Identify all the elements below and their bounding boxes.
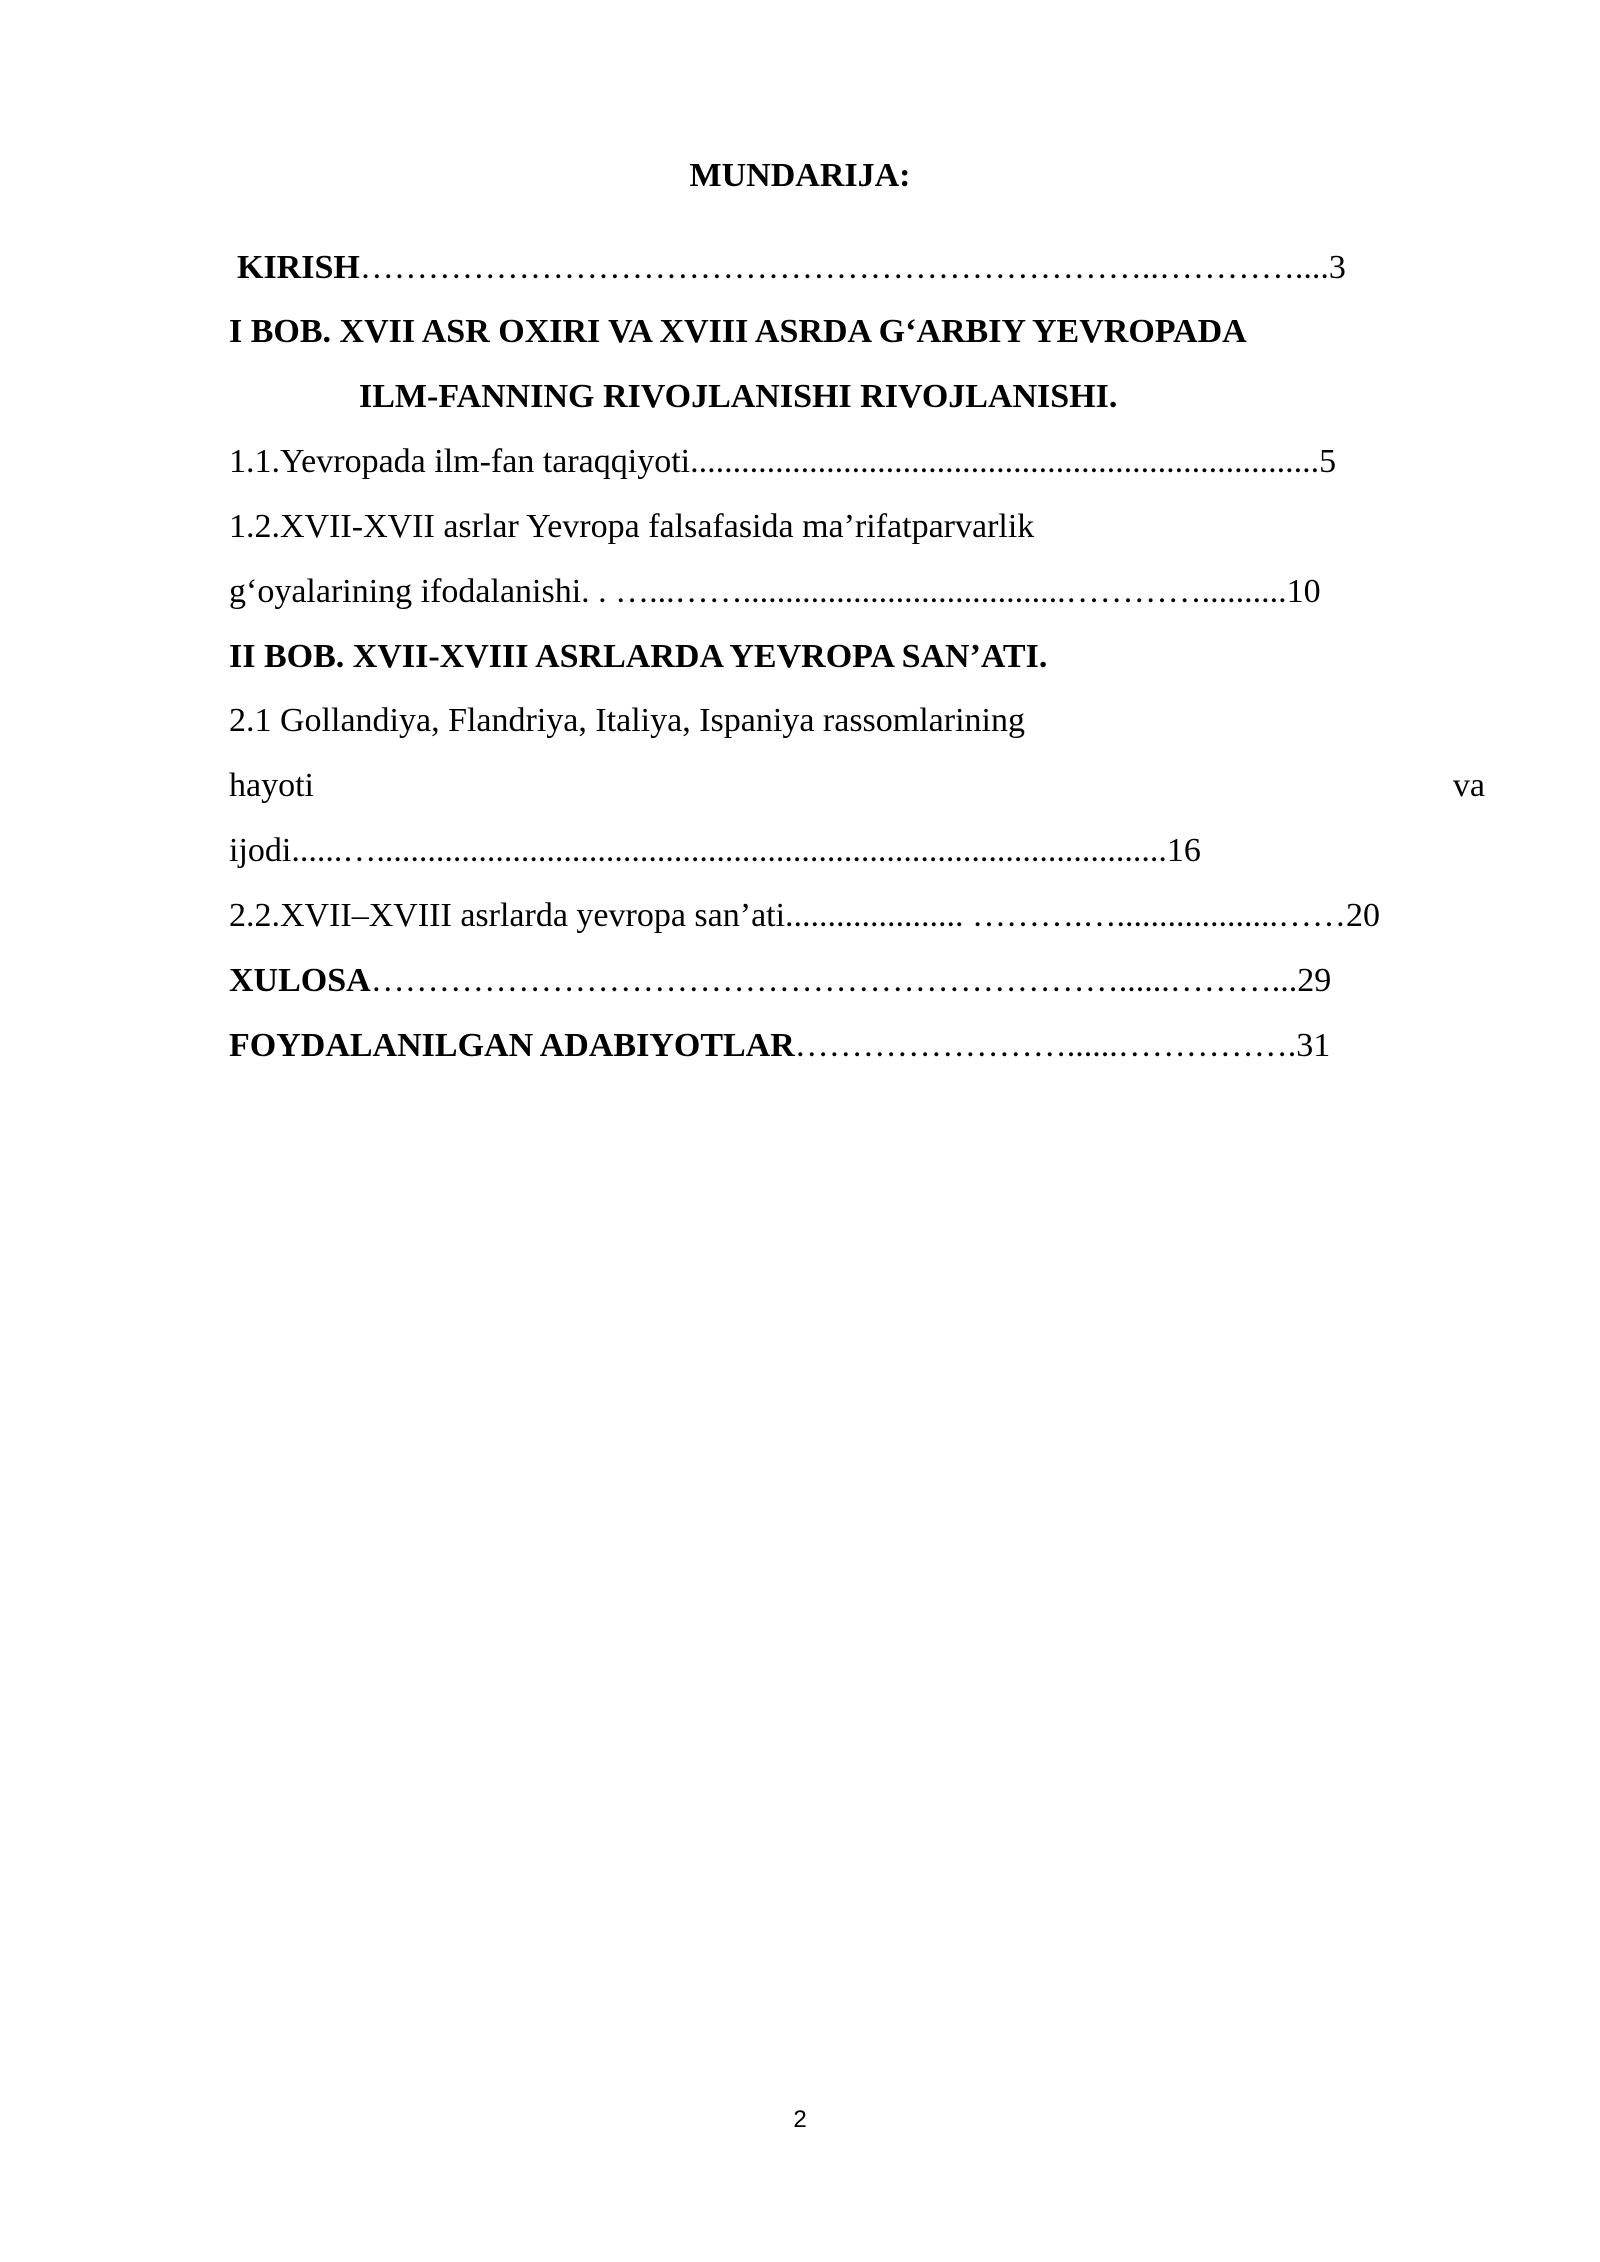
toc-section-2-1-word-va: va [1452, 767, 1485, 804]
toc-section-2-1-word-hayoti: hayoti [229, 767, 314, 804]
toc-chapter-1-line-1: I BOB. XVII ASR OXIRI VA XVIII ASRDA G‘ARBIY YEVROPADA [229, 313, 1247, 350]
toc-entry-adabiyotlar-leader: ……………………......…………….31 [794, 1027, 1331, 1064]
toc-entry-kirish [237, 244, 1346, 292]
toc-section-2-1-line-1: 2.1 Gollandiya, Flandriya, Italiya, Ispaniya rassomlarining [229, 702, 1025, 739]
toc-entry-adabiyotlar [229, 1022, 1330, 1070]
toc-chapter-1-line-2: ILM-FANNING RIVOJLANISHI RIVOJLANISHI. [359, 378, 1118, 415]
toc-section-1-2-line-2: g‘oyalarining ifodalanishi. . …...……......................................…………..........10 [229, 573, 1321, 610]
toc-chapter-2: II BOB. XVII-XVIII ASRLARDA YEVROPA SAN’ATI. [229, 638, 1048, 675]
toc-entry-xulosa [229, 957, 1331, 1005]
toc-entry-xulosa-leader: …………………………………………………………......………...29 [370, 962, 1332, 999]
toc-entry-adabiyotlar-label: FOYDALANILGAN ADABIYOTLAR [229, 1027, 795, 1064]
toc-section-1-2-line-1: 1.2.XVII-XVII asrlar Yevropa falsafasida ma’rifatparvarlik [229, 508, 1035, 545]
toc-section-2-1-line-3: ijodi......….............................................................................................16 [229, 832, 1201, 869]
page-number: 2 [793, 2106, 807, 2133]
toc-section-2-1-line-2 [229, 762, 1485, 810]
toc-entry-xulosa-label: XULOSA [229, 962, 371, 999]
toc-entry-kirish-leader: ……………………………………………………………..…………....3 [359, 249, 1346, 286]
toc-title: MUNDARIJA: [689, 157, 911, 194]
toc-section-2-2: 2.2.XVII–XVIII asrlarda yevropa san’ati..................... ……….…...................……20 [229, 897, 1381, 934]
toc-section-1-1: 1.1.Yevropada ilm-fan taraqqiyoti..........................................................................5 [229, 443, 1337, 480]
toc-entry-kirish-label: KIRISH [237, 249, 360, 286]
